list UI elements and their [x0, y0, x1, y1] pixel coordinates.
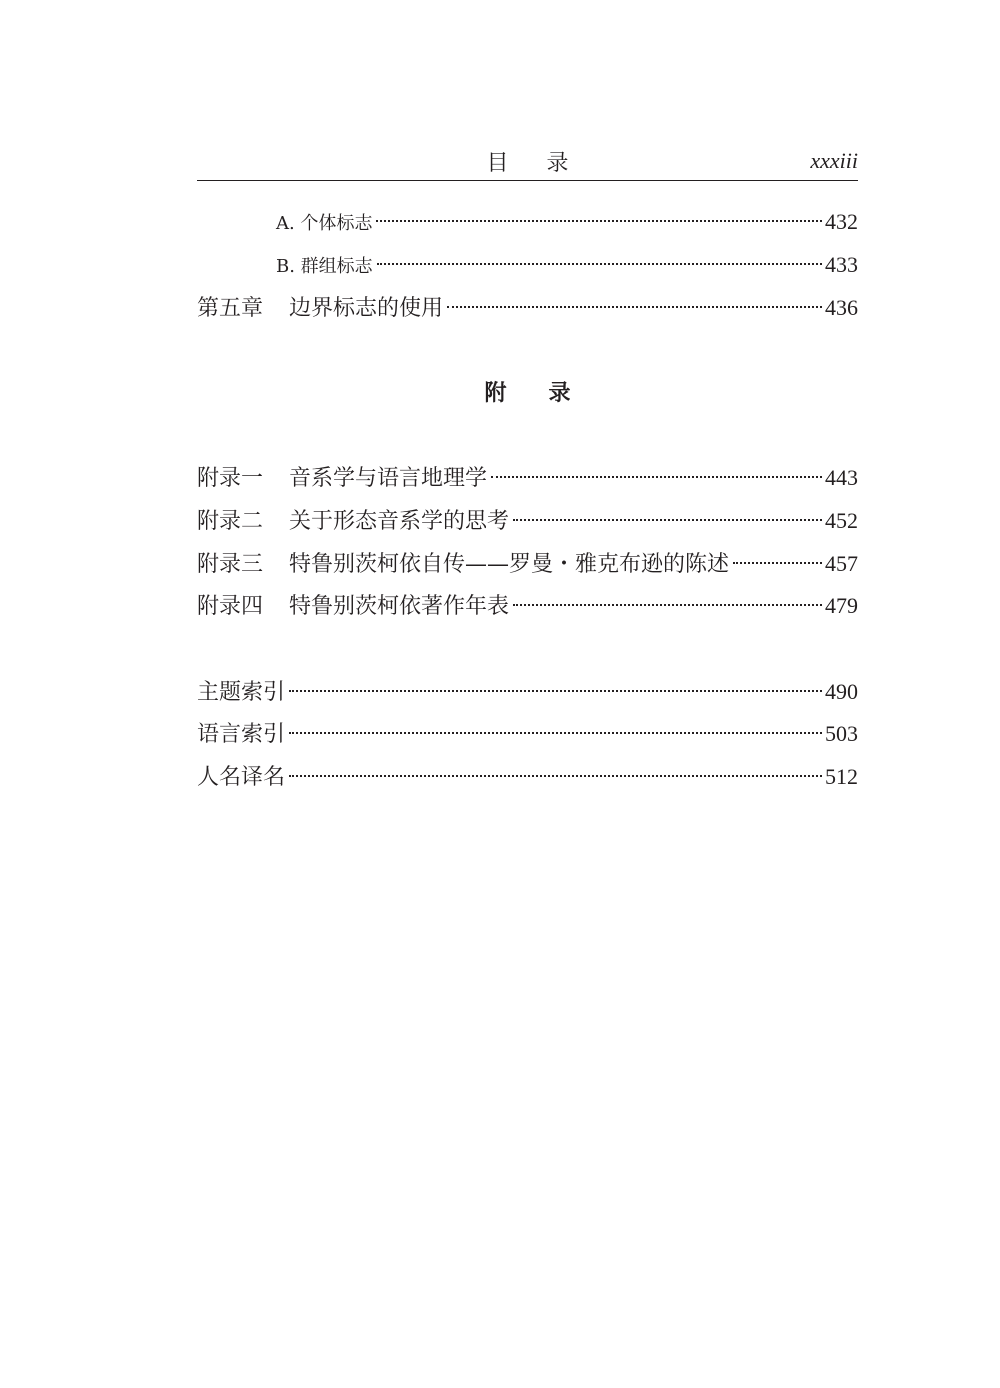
running-head-title-left: 目 [486, 151, 509, 176]
toc-entry-page: 432 [825, 209, 858, 234]
toc-entry-number: 附录四 [197, 594, 264, 619]
appendix-heading-right: 录 [548, 381, 571, 406]
toc-entry-number: 附录三 [197, 552, 264, 577]
toc-entry-appendix[interactable] [197, 548, 858, 580]
toc-entry-page: 457 [825, 551, 858, 576]
toc-entry-text: A. 个体标志 [276, 213, 373, 234]
toc-entry-appendix[interactable] [197, 462, 858, 494]
toc-entry[interactable] [276, 249, 858, 281]
toc-entry-text: 音系学与语言地理学 [289, 466, 488, 491]
toc-entry-text: 主题索引 [197, 680, 286, 705]
dot-leader [289, 690, 822, 692]
toc-entry-page: 503 [825, 721, 858, 746]
running-head-page-number: xxxiii [810, 148, 858, 173]
toc-entry-text: 特鲁别茨柯依著作年表 [289, 594, 510, 619]
toc-entry-page: 452 [825, 508, 858, 533]
toc-entry-index[interactable] [197, 676, 858, 708]
dot-leader [289, 775, 822, 777]
dot-leader [513, 604, 822, 606]
toc-entry-index[interactable] [197, 718, 858, 750]
dot-leader [376, 220, 822, 222]
toc-entry-text: B. 群组标志 [276, 256, 373, 277]
toc-entry-page: 479 [825, 593, 858, 618]
dot-leader [289, 732, 822, 734]
dot-leader [491, 476, 822, 478]
toc-entry[interactable] [276, 206, 858, 238]
dot-leader [513, 519, 822, 521]
toc-entry-page: 436 [825, 295, 858, 320]
toc-entry-page: 490 [825, 679, 858, 704]
running-head [197, 140, 858, 181]
toc-entry-page: 433 [825, 252, 858, 277]
dot-leader [733, 562, 822, 564]
running-head-title [197, 146, 858, 177]
appendix-section-heading [197, 376, 858, 407]
toc-entry-page: 512 [825, 764, 858, 789]
appendix-heading-left: 附 [484, 381, 507, 406]
dot-leader [447, 306, 822, 308]
dot-leader [377, 263, 822, 265]
toc-entry-number: 附录一 [197, 466, 264, 491]
toc-entry-page: 443 [825, 465, 858, 490]
toc-entry-text: 人名译名 [197, 765, 286, 790]
toc-entry-text: 特鲁别茨柯依自传——罗曼・雅克布逊的陈述 [289, 552, 730, 577]
toc-entry-text: 边界标志的使用 [289, 296, 444, 321]
running-head-title-right: 录 [546, 151, 569, 176]
toc-entry-chapter[interactable] [197, 292, 858, 324]
toc-entry-appendix[interactable] [197, 590, 858, 622]
toc-entry-text: 语言索引 [197, 722, 286, 747]
toc-entry-number: 附录二 [197, 509, 264, 534]
toc-entry-index[interactable] [197, 761, 858, 793]
toc-entry-number: 第五章 [197, 296, 264, 321]
toc-entry-text: 关于形态音系学的思考 [289, 509, 510, 534]
toc-entry-appendix[interactable] [197, 505, 858, 537]
